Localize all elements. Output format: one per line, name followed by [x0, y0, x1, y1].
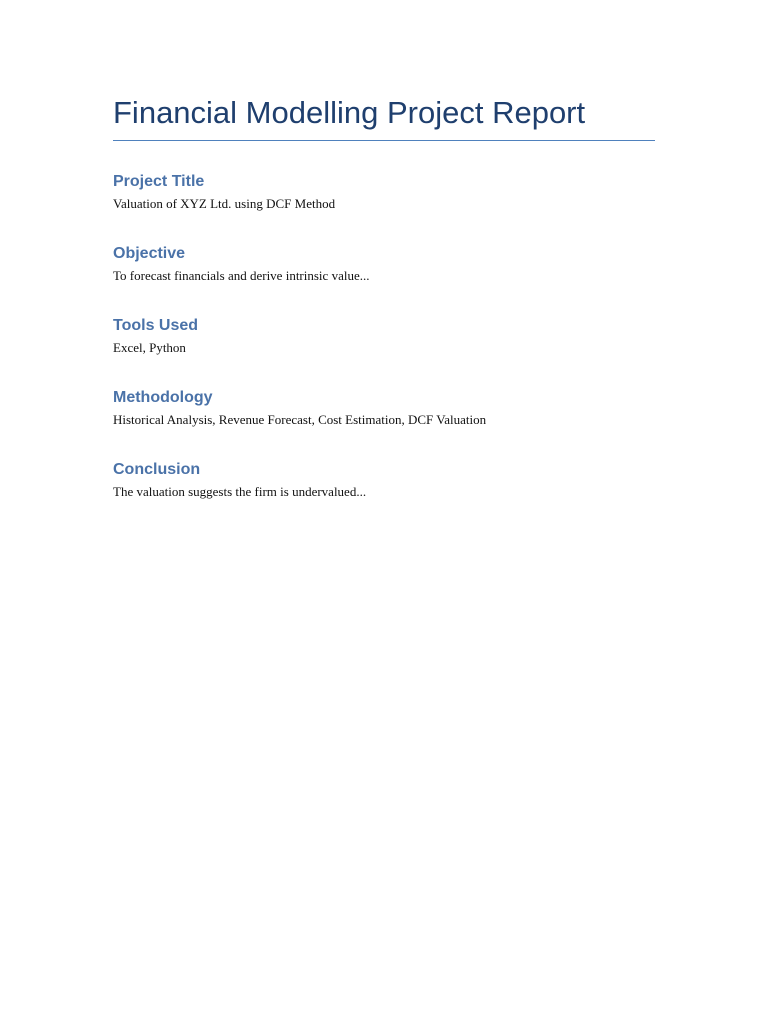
section-body: Excel, Python [113, 340, 186, 355]
section-objective [113, 244, 655, 285]
section-heading: Conclusion [113, 461, 201, 478]
document-title: Financial Modelling Project Report [113, 95, 586, 130]
section-body: Valuation of XYZ Ltd. using DCF Method [113, 196, 336, 211]
title-underline [113, 140, 655, 141]
section-heading: Project Title [113, 173, 205, 190]
sections-list [113, 172, 655, 501]
section-heading: Objective [113, 245, 186, 262]
section-methodology [113, 388, 655, 429]
document-content [113, 92, 655, 532]
section-heading: Methodology [113, 389, 213, 406]
section-body: Historical Analysis, Revenue Forecast, Cost Estimation, DCF Valuation [113, 412, 487, 427]
section-tools-used [113, 316, 655, 357]
section-conclusion [113, 460, 655, 501]
section-body: To forecast financials and derive intrinsic value... [113, 268, 370, 283]
section-project-title [113, 172, 655, 213]
section-body: The valuation suggests the firm is undervalued... [113, 484, 367, 499]
section-heading: Tools Used [113, 317, 199, 334]
